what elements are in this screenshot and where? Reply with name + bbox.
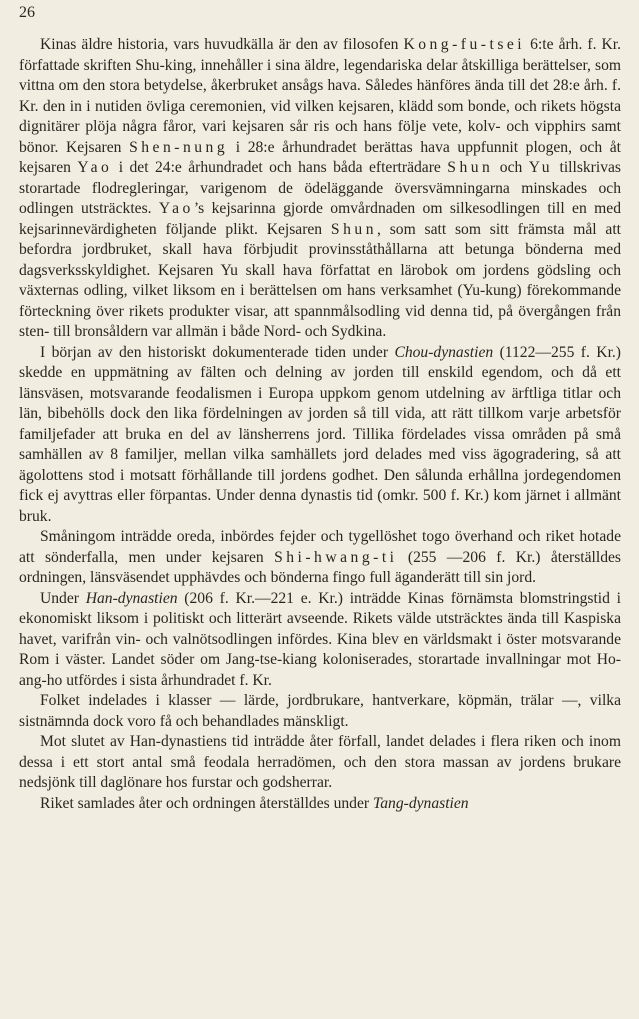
text-run: och [493, 159, 529, 176]
paragraph [19, 732, 621, 794]
text-run: i 28:e århundradet berättas hava uppfunnit plogen, och åt kejsaren [19, 138, 621, 176]
paragraph [19, 343, 621, 528]
text-run: Riket samlades åter och ordningen återställdes under [40, 794, 373, 812]
spaced-name: Shen-nung [129, 138, 229, 156]
spaced-name: Shi-hwang-ti [274, 548, 398, 566]
text-run: tillskrivas storartade flodregleringar, varigenom de ödeläggande översvämningarna minskades och odlingen utsträcktes. [19, 159, 621, 217]
text-run: , som satt som sitt främsta mål att befordra jordbruket, skall hava förbjudit provinsståthållarna att betunga bönderna med dagsverksskyldighet. Kejsaren Yu skall hava författat en lärobok om jordens gödsling och växternas odling, vilket liksom en i berättelsen om hans verksamhet (Yu-kung) förekommande förteckning över rikets produkter visar, att spannmålsodling vid denna tid, på övergången från sten- till bronsåldern var allmän i både Nord- och Sydkina. [19, 220, 621, 340]
text-run: Folket indelades i klasser — lärde, jordbrukare, hantverkare, köpmän, trälar —, vilka sistnämnda dock voro få och behandlades mänskligt. [19, 692, 621, 730]
italic-term: Han-dynastien [85, 589, 178, 607]
text-run: (1122—255 f. Kr.) skedde en uppmätning av fälten och delning av jorden till enskild egendom, och då ett länsväsen, motsvarande feodalismen i Europa uppkom genom utdelning av ärftliga titlar och län, bibehölls dock den lika fördelningen av jorden så till vida, att rätt tillkom varje arbetsför familjefader att bruka en del av länsherrens jord. Tillika fördelades vissa områden på små samhällen av 8 familjer, mellan vilka samhällets jord delades med viss ägogradering, så att ägolottens stod i motsatt förhållande till jordens godhet. Den sålunda erhållna jordegendomen fick ej avyttras eller förpantas. Under denna dynastis tid (omkr. 500 f. Kr.) kom järnet i allmänt bruk. [19, 343, 621, 525]
spaced-name: Yao [77, 159, 113, 176]
text-run: ’s kejsarinna gjorde omvårdnaden om silkesodlingen till en med kejsarinnevärdigheten följande plikt. Kejsaren [19, 200, 621, 238]
spaced-name: Yao [158, 200, 194, 217]
spaced-name: Kong-fu-tsei [403, 36, 526, 53]
paragraph [19, 35, 621, 343]
spaced-name: Shun [447, 159, 494, 176]
text-run: Under [40, 589, 86, 607]
italic-term: Chou-dynastien [394, 343, 494, 361]
italic-term: Tang-dynastien [373, 794, 469, 812]
paragraph [19, 527, 621, 589]
text-run: Mot slutet av Han-dynastiens tid inträdde åter förfall, landet delades i flera riken och inom dessa i ett stort antal små feodala herradömen, och den stora massan av jordens brukare nedsjönk till daglönare hos furstar och godsherrar. [19, 733, 621, 791]
text-run: (206 f. Kr.—221 e. Kr.) inträdde Kinas förnämsta blomstringstid i ekonomiskt liksom i politiskt och litterärt avseende. Rikets välde utsträcktes ända till Kaspiska havet, varifrån vin- och valnötsodlingen infördes. Kina blev en världsmakt i öster motsvarande Rom i väster. Landet söder om Jang-tse-kiang koloniserades, storartade invallningar mot Ho-ang-ho utfördes i sista århundradet f. Kr. [19, 589, 621, 689]
paragraph [19, 691, 621, 732]
text-run: 6:te årh. f. Kr. författade skriften Shu-king, innehåller i sina äldre, legendariska delar åtskilliga berättelser, som vittna om den stora betydelse, åkerbruket ansågs hava. Således hänföres ända till det 28:e årh. f. Kr. den in i nutiden övliga ceremonien, vid vilken kejsaren, klädd som bonde, och rikets högsta dignitärer plöja några fåror, vari kejsaren sår ris och hans följe vete, kolv- och vipphirs samt bönor. Kejsaren [19, 36, 621, 156]
text-run: Kinas äldre historia, vars huvudkälla är den av filosofen [40, 36, 404, 53]
body-text [19, 35, 621, 814]
paragraph [19, 794, 621, 815]
spaced-name: Shun [330, 220, 377, 238]
spaced-name: Yu [528, 159, 554, 176]
text-run: i det 24:e århundradet och hans båda efterträdare [112, 159, 448, 176]
text-run: Småningom inträdde oreda, inbördes fejder och tygellöshet togo överhand och riket hotade att sönderfalla, men under kejsaren [19, 528, 621, 566]
page-number: 26 [19, 4, 35, 21]
text-run: I början av den historiskt dokumenterade tiden under [40, 343, 395, 361]
paragraph [19, 589, 621, 692]
text-run: (255 —206 f. Kr.) återställdes ordningen, länsväsendet upphävdes och bönderna fingo full äganderätt till sin jord. [19, 548, 621, 586]
